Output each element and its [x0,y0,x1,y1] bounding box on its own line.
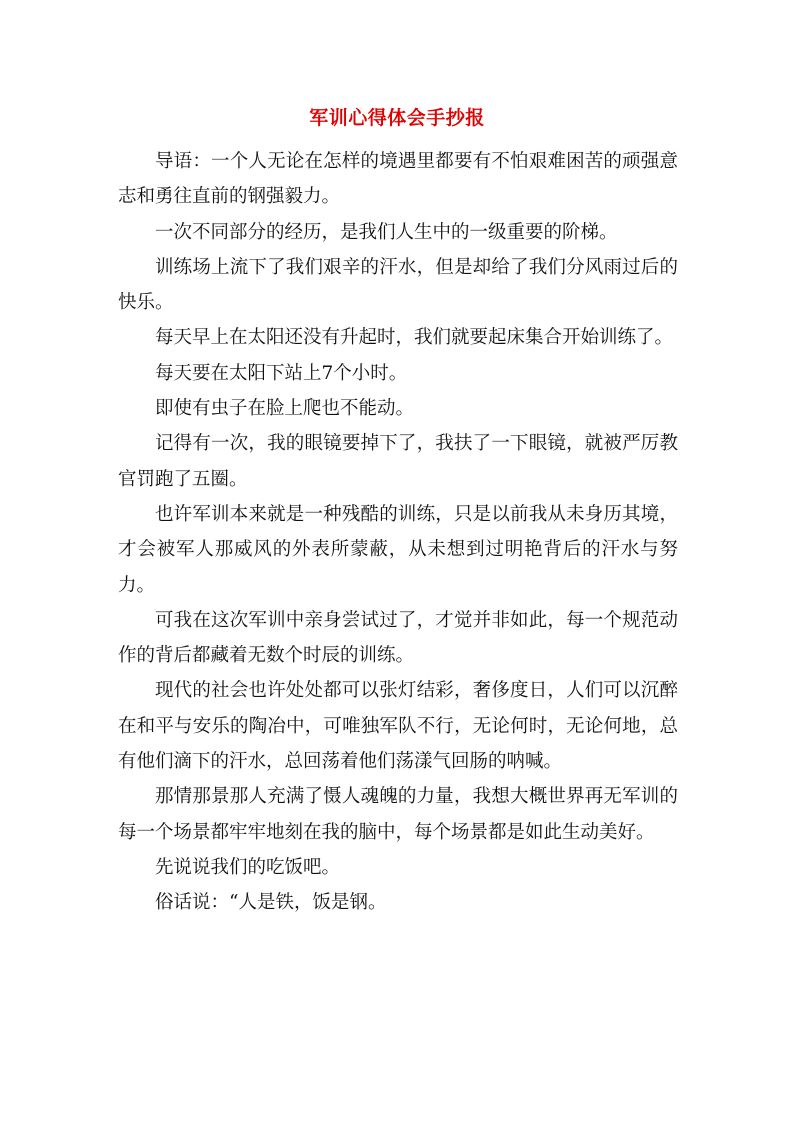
paragraph: 现代的社会也许处处都可以张灯结彩，奢侈度日，人们可以沉醉在和平与安乐的陶冶中，可唯独军队不行，无论何时，无论何地，总有他们滴下的汗水，总回荡着他们荡漾气回肠的呐喊。 [118,680,678,773]
document-body [118,144,678,921]
paragraph: 那情那景那人充满了慑人魂魄的力量，我想大概世界再无军训的每一个场景都牢牢地刻在我的脑中，每个场景都是如此生动美好。 [118,786,678,843]
paragraph: 即使有虫子在脸上爬也不能动。 [155,398,415,420]
paragraph: 一次不同部分的经历，是我们人生中的一级重要的阶梯。 [155,221,618,243]
paragraph: 每天早上在太阳还没有升起时，我们就要起床集合开始训练了。 [155,327,674,349]
paragraph: 训练场上流下了我们艰辛的汗水，但是却给了我们分风雨过后的快乐。 [118,256,678,314]
paragraph: 每天要在太阳下站上7个小时。 [155,362,408,384]
paragraph: 记得有一次，我的眼镜要掉下了，我扶了一下眼镜，就被严厉教官罚跑了五圈。 [118,433,678,490]
document-title: 军训心得体会手抄报 [309,107,485,129]
paragraph: 先说说我们的吃饭吧。 [155,856,341,878]
paragraph: 俗话说：“人是铁，饭是钢。 [155,892,387,914]
paragraph: 导语：一个人无论在怎样的境遇里都要有不怕艰难困苦的顽强意志和勇往直前的钢强毅力。 [118,151,678,208]
paragraph: 可我在这次军训中亲身尝试过了，才觉并非如此，每一个规范动作的背后都藏着无数个时辰的训练。 [118,609,678,667]
paragraph: 也许军训本来就是一种残酷的训练，只是以前我从未身历其境，才会被军人那威风的外表所蒙蔽，从未想到过明艳背后的汗水与努力。 [118,503,678,596]
